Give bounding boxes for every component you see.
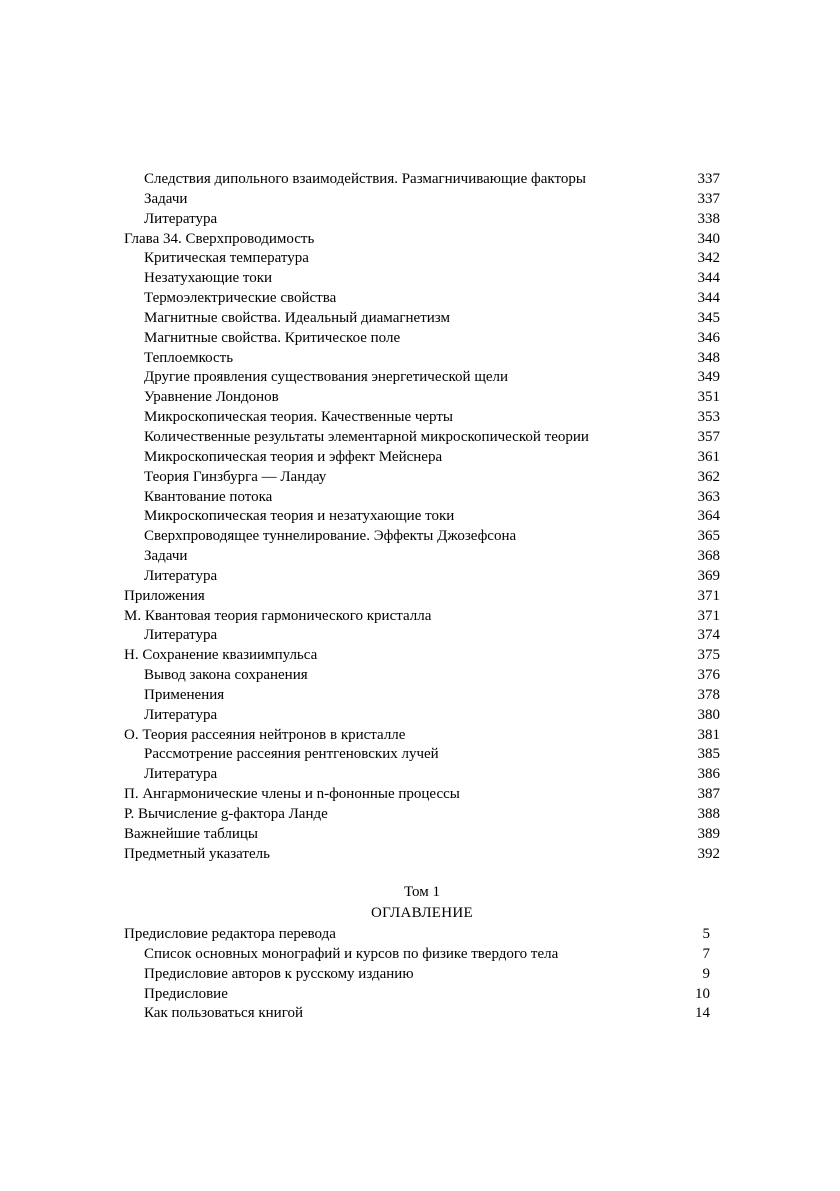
toc-entry — [124, 190, 720, 210]
toc-entry — [124, 230, 720, 250]
toc-entry-title: Рассмотрение рассеяния рентгеновских лучей — [144, 746, 439, 763]
toc-entry-title: Предметный указатель — [124, 845, 270, 862]
toc-entry-page-number: 344 — [697, 290, 720, 307]
toc-entry-page-number: 378 — [697, 686, 720, 703]
toc-entry — [124, 985, 720, 1005]
toc-entry — [124, 249, 720, 269]
toc-entry — [124, 309, 720, 329]
toc-entry — [124, 527, 720, 547]
toc-entry — [124, 428, 720, 448]
toc-entry-page-number: 337 — [697, 190, 720, 207]
toc-entry-page-number: 386 — [697, 766, 720, 783]
toc-entry — [124, 745, 720, 765]
toc-entry-page-number: 337 — [697, 171, 720, 187]
toc-entry-page-number: 351 — [697, 389, 720, 406]
toc-entry-title: Литература — [144, 627, 218, 644]
toc-entry — [124, 845, 720, 865]
volume-heading: Том 1 — [404, 884, 440, 900]
toc-entry-title: П. Ангармонические члены и n-фононные процессы — [124, 786, 460, 803]
toc-entry — [124, 507, 720, 527]
toc-entry — [124, 646, 720, 666]
toc-entry-page-number: 346 — [697, 329, 720, 346]
toc-entry-title: Важнейшие таблицы — [124, 825, 258, 842]
toc-entry-title: Применения — [144, 686, 225, 703]
toc-entry — [124, 785, 720, 805]
toc-entry-title: М. Квантовая теория гармонического кристалла — [124, 607, 432, 624]
toc-entry-page-number: 353 — [697, 409, 720, 426]
toc-entry — [124, 626, 720, 646]
toc-entry-page-number: 376 — [697, 667, 720, 684]
table-of-contents-volume-2 — [124, 170, 720, 865]
toc-entry-title: Сверхпроводящее туннелирование. Эффекты Джозефсона — [144, 528, 517, 545]
toc-entry-page-number: 375 — [697, 647, 720, 664]
toc-entry-page-number: 368 — [697, 548, 720, 565]
toc-entry-page-number: 9 — [702, 965, 710, 982]
toc-entry-page-number: 14 — [695, 1005, 710, 1022]
toc-entry-title: Квантование потока — [144, 488, 273, 505]
toc-entry-title: Магнитные свойства. Идеальный диамагнетизм — [144, 309, 450, 326]
toc-entry-title: Задачи — [144, 190, 188, 207]
toc-entry — [124, 607, 720, 627]
toc-entry-page-number: 388 — [697, 806, 720, 822]
toc-entry-title: Количественные результаты элементарной микроскопической теории — [144, 428, 589, 445]
toc-entry-title: Незатухающие токи — [144, 270, 273, 287]
toc-entry-page-number: 389 — [697, 825, 720, 842]
toc-entry — [124, 408, 720, 428]
toc-entry — [124, 686, 720, 706]
toc-entry-title: Литература — [144, 706, 218, 723]
toc-entry — [124, 925, 720, 945]
toc-entry-page-number: 369 — [697, 567, 720, 584]
toc-entry-page-number: 344 — [697, 270, 720, 287]
toc-entry — [124, 547, 720, 567]
toc-entry-page-number: 363 — [697, 488, 720, 505]
toc-entry-page-number: 371 — [697, 607, 720, 624]
toc-entry — [124, 765, 720, 785]
toc-entry — [124, 448, 720, 468]
toc-entry-page-number: 365 — [697, 528, 720, 545]
toc-entry-page-number: 361 — [697, 448, 720, 465]
toc-entry-title: Теория Гинзбурга — Ландау — [144, 468, 327, 485]
toc-entry — [124, 388, 720, 408]
toc-entry-title: Как пользоваться книгой — [144, 1005, 304, 1022]
toc-entry-title: Критическая температура — [144, 250, 309, 267]
toc-entry-page-number: 374 — [697, 627, 720, 644]
toc-entry-page-number: 362 — [697, 468, 720, 485]
toc-entry — [124, 726, 720, 746]
toc-entry — [124, 269, 720, 289]
toc-entry-title: Предисловие авторов к русскому изданию — [144, 965, 414, 982]
toc-entry-page-number: 381 — [697, 726, 720, 743]
toc-entry-title: Глава 34. Сверхпроводимость — [124, 230, 315, 247]
toc-entry-title: Задачи — [144, 548, 188, 565]
toc-entry-title: Литература — [144, 766, 218, 783]
toc-entry-title: Уравнение Лондонов — [144, 389, 279, 406]
toc-entry-page-number: 371 — [697, 587, 720, 604]
toc-entry — [124, 468, 720, 488]
toc-entry-page-number: 387 — [697, 786, 720, 803]
toc-entry-page-number: 364 — [697, 508, 720, 525]
toc-entry — [124, 567, 720, 587]
toc-entry-page-number: 349 — [697, 369, 720, 386]
contents-heading: ОГЛАВЛЕНИЕ — [371, 905, 473, 921]
toc-entry — [124, 805, 720, 825]
toc-entry — [124, 210, 720, 230]
toc-entry — [124, 329, 720, 349]
toc-entry — [124, 289, 720, 309]
toc-entry-page-number: 380 — [697, 706, 720, 723]
toc-entry-page-number: 342 — [697, 250, 720, 267]
toc-entry-title: О. Теория рассеяния нейтронов в кристалле — [124, 726, 406, 743]
toc-entry-title: Теплоемкость — [144, 349, 234, 366]
toc-entry — [124, 965, 720, 985]
toc-entry-title: Термоэлектрические свойства — [144, 290, 337, 307]
toc-entry-page-number: 385 — [697, 746, 720, 763]
toc-entry-title: Приложения — [124, 587, 205, 604]
toc-entry-page-number: 5 — [702, 926, 710, 942]
toc-entry — [124, 706, 720, 726]
toc-entry-title: Н. Сохранение квазиимпульса — [124, 647, 318, 664]
toc-entry-page-number: 340 — [697, 230, 720, 247]
toc-entry-page-number: 345 — [697, 309, 720, 326]
toc-entry-title: Микроскопическая теория. Качественные черты — [144, 409, 453, 426]
toc-entry-page-number: 357 — [697, 428, 720, 445]
toc-entry — [124, 170, 720, 190]
toc-entry-title: Другие проявления существования энергетической щели — [144, 369, 509, 386]
toc-entry — [124, 825, 720, 845]
toc-entry-title: Вывод закона сохранения — [144, 667, 308, 684]
toc-entry-title: Микроскопическая теория и эффект Мейснера — [144, 448, 443, 465]
toc-entry — [124, 488, 720, 508]
toc-entry-page-number: 392 — [697, 845, 720, 862]
toc-entry-title: Литература — [144, 567, 218, 584]
toc-entry-title: Р. Вычисление g-фактора Ланде — [124, 806, 328, 822]
toc-entry — [124, 945, 720, 965]
toc-entry-title: Список основных монографий и курсов по физике твердого тела — [144, 945, 559, 962]
toc-entry-title: Литература — [144, 210, 218, 227]
toc-entry-page-number: 348 — [697, 349, 720, 366]
toc-entry — [124, 1004, 720, 1024]
toc-entry-title: Микроскопическая теория и незатухающие токи — [144, 508, 455, 525]
table-of-contents-volume-1 — [124, 925, 720, 1024]
toc-entry-title: Предисловие редактора перевода — [124, 926, 336, 942]
toc-entry-page-number: 7 — [702, 945, 710, 962]
toc-entry — [124, 368, 720, 388]
toc-entry — [124, 349, 720, 369]
toc-entry-page-number: 10 — [695, 985, 710, 1002]
toc-entry-title: Магнитные свойства. Критическое поле — [144, 329, 401, 346]
toc-entry-page-number: 338 — [697, 210, 720, 227]
toc-entry — [124, 666, 720, 686]
toc-entry-title: Предисловие — [144, 985, 228, 1002]
toc-entry — [124, 587, 720, 607]
toc-entry-title: Следствия дипольного взаимодействия. Размагничивающие факторы — [144, 171, 586, 187]
